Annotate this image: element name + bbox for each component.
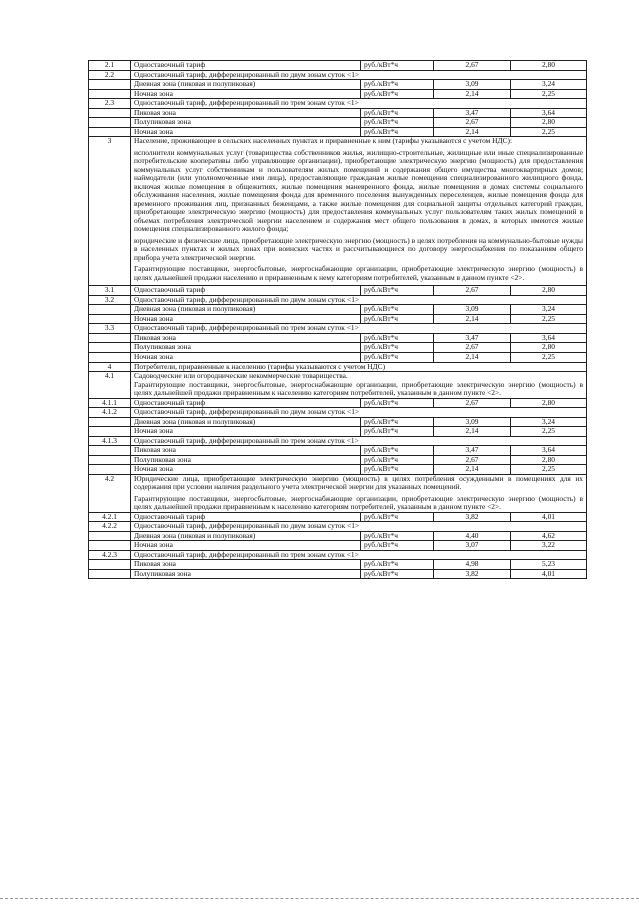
section-3-intro: Население, проживающее в сельских населенных пунктах и приравненные к ним (тарифы указываются с учетом НДС): <box>134 136 513 146</box>
tariff-row <box>89 560 587 570</box>
tariff-label: Одноставочный тариф <box>131 398 361 408</box>
tariff-value-period-2: 2,25 <box>511 465 587 475</box>
row-number: 4.2.3 <box>89 550 131 560</box>
section-4-2-suppliers-note: Гарантирующие поставщики, энергосбытовые, энергоснабжающие организации, приобретающие электрическую энергию (мощность) в целях дальнейшей продажи приравненным к населению категориям потребителей, указанным в данном пункте <2>. <box>134 493 583 512</box>
tariff-label: Ночная зона <box>131 427 361 437</box>
tariff-value-period-2: 3,24 <box>511 417 587 427</box>
tariff-row <box>89 118 587 128</box>
tariff-unit: руб./кВт*ч <box>361 455 434 465</box>
tariff-value-period-2: 2,25 <box>511 352 587 362</box>
tariff-row <box>89 352 587 362</box>
section-4-row <box>89 362 587 372</box>
row-number: 2.3 <box>89 99 131 109</box>
tariff-value-period-1: 2,14 <box>434 352 511 362</box>
tariff-heading-row <box>89 70 587 80</box>
tariff-rows-section-4-2 <box>89 512 587 579</box>
section-3-description <box>131 137 587 286</box>
tariff-heading-row <box>89 522 587 532</box>
tariff-value-period-2: 2,80 <box>511 343 587 353</box>
tariff-unit: руб./кВт*ч <box>361 80 434 90</box>
tariff-label: Полупиковая зона <box>131 118 361 128</box>
section-4-number: 4 <box>89 362 131 372</box>
section-4-1-intro: Садоводческие или огороднические некоммерческие товарищества. <box>134 371 348 381</box>
tariff-value-period-1: 3,82 <box>434 569 511 579</box>
section-4-2-row <box>89 474 587 512</box>
tariff-value-period-1: 2,67 <box>434 398 511 408</box>
tariff-unit: руб./кВт*ч <box>361 343 434 353</box>
tariff-unit: руб./кВт*ч <box>361 427 434 437</box>
tariff-value-period-2: 2,80 <box>511 398 587 408</box>
tariff-row <box>89 108 587 118</box>
tariff-value-period-2: 3,64 <box>511 333 587 343</box>
row-number: 3.3 <box>89 324 131 334</box>
tariff-unit: руб./кВт*ч <box>361 89 434 99</box>
section-4-2-description <box>131 474 587 512</box>
tariff-heading: Одноставочный тариф, дифференцированный по двум зонам суток <1> <box>131 295 587 305</box>
row-number <box>89 455 131 465</box>
row-number <box>89 80 131 90</box>
row-number <box>89 560 131 570</box>
tariff-unit: руб./кВт*ч <box>361 465 434 475</box>
tariff-label: Одноставочный тариф <box>131 286 361 296</box>
tariff-value-period-1: 3,07 <box>434 541 511 551</box>
tariff-label: Одноставочный тариф <box>131 512 361 522</box>
section-3-utility-providers: исполнители коммунальных услуг (товарищества собственников жилья, жилищно-строительные, жилищные или иные специализированные потребительские кооперативы либо управляющие организации), приобретающие электрическую энергию (мощность) для предоставления коммунальных услуг собственникам и пользователям жилых помещений и содержания общего имущества многоквартирных домов; наймодатели (или уполномоченные ими лица), предоставляющие гражданам жилые помещения специализированного жилищного фонда, включая жилые помещения в общежитиях, жилые помещения маневренного фонда, жилые помещения в домах системы социального обслуживания населения, жилые помещения фонда для временного поселения вынужденных переселенцев, жилые помещения фонда для временного проживания лиц, признанных беженцами, а также жилые помещения для социальной защиты отдельных категорий граждан, приобретающие электрическую энергию (мощность) для предоставления коммунальных услуг пользователям таких жилых помещений в объемах потребления электрической энергии населением и содержания мест общего пользования в домах, в которых имеются жилые помещения специализированного жилого фонда; <box>134 147 583 234</box>
tariff-row <box>89 455 587 465</box>
row-number: 4.1.3 <box>89 436 131 446</box>
tariff-value-period-2: 2,25 <box>511 89 587 99</box>
tariff-value-period-2: 4,01 <box>511 569 587 579</box>
tariff-unit: руб./кВт*ч <box>361 569 434 579</box>
tariff-value-period-1: 4,98 <box>434 560 511 570</box>
tariff-label: Дневная зона (пиковая и полупиковая) <box>131 305 361 315</box>
section-4-2-block <box>89 474 587 512</box>
tariff-rows-section-2 <box>89 61 587 137</box>
row-number: 3.1 <box>89 286 131 296</box>
tariff-label: Ночная зона <box>131 352 361 362</box>
row-number <box>89 417 131 427</box>
tariff-label: Ночная зона <box>131 89 361 99</box>
row-number <box>89 569 131 579</box>
tariff-label: Дневная зона (пиковая и полупиковая) <box>131 531 361 541</box>
row-number <box>89 127 131 137</box>
row-number <box>89 541 131 551</box>
tariff-heading: Одноставочный тариф, дифференцированный по трем зонам суток <1> <box>131 324 587 334</box>
row-number: 4.2.1 <box>89 512 131 522</box>
section-4-1-suppliers-note: Гарантирующие поставщики, энергосбытовые, энергоснабжающие организации, приобретающие электрическую энергию (мощность) в целях дальнейшей продажи приравненным к населению категориям потребителей, указанным в данном пункте <2>. <box>134 379 583 398</box>
tariff-value-period-2: 2,80 <box>511 118 587 128</box>
tariff-row <box>89 446 587 456</box>
section-3-row <box>89 137 587 286</box>
tariff-heading-row <box>89 295 587 305</box>
row-number <box>89 446 131 456</box>
row-number <box>89 118 131 128</box>
tariff-value-period-2: 2,25 <box>511 427 587 437</box>
tariff-value-period-1: 3,82 <box>434 512 511 522</box>
tariff-unit: руб./кВт*ч <box>361 398 434 408</box>
tariff-row <box>89 541 587 551</box>
tariff-unit: руб./кВт*ч <box>361 127 434 137</box>
tariff-label: Пиковая зона <box>131 108 361 118</box>
tariff-value-period-1: 2,14 <box>434 127 511 137</box>
row-number: 3.2 <box>89 295 131 305</box>
row-number <box>89 314 131 324</box>
tariff-value-period-1: 3,09 <box>434 417 511 427</box>
section-4-1-row <box>89 372 587 399</box>
tariff-heading-row <box>89 324 587 334</box>
tariff-value-period-1: 2,14 <box>434 427 511 437</box>
tariff-rows-section-4-1 <box>89 398 587 474</box>
tariff-unit: руб./кВт*ч <box>361 512 434 522</box>
tariff-value-period-1: 2,67 <box>434 343 511 353</box>
tariff-label: Пиковая зона <box>131 446 361 456</box>
tariff-value-period-2: 5,23 <box>511 560 587 570</box>
tariff-label: Ночная зона <box>131 541 361 551</box>
tariff-value-period-2: 2,80 <box>511 286 587 296</box>
tariff-row <box>89 343 587 353</box>
tariff-label: Полупиковая зона <box>131 569 361 579</box>
row-number <box>89 531 131 541</box>
tariff-row <box>89 286 587 296</box>
tariff-value-period-2: 4,01 <box>511 512 587 522</box>
section-3-suppliers-note: Гарантирующие поставщики, энергосбытовые, энергоснабжающие организации, приобретающие электрическую энергию (мощность) в целях дальнейшей продажи населению и приравненным к нему категориям потребителей, указанным в данном пункте <2>. <box>134 264 583 282</box>
tariff-row <box>89 305 587 315</box>
section-4-1-number: 4.1 <box>89 372 131 399</box>
row-number: 2.2 <box>89 70 131 80</box>
tariff-row <box>89 531 587 541</box>
tariff-label: Полупиковая зона <box>131 343 361 353</box>
scan-edge-line <box>0 898 639 899</box>
row-number <box>89 465 131 475</box>
tariff-value-period-1: 2,67 <box>434 286 511 296</box>
section-3-legal-entities: юридические и физические лица, приобретающие электрическую энергию (мощность) в целях потребления на коммунально-бытовые нужды в населенных пунктах и жилых зонах при воинских частях и рассчитывающиеся по договору энергоснабжения по показаниям общего прибора учета электрической энергии. <box>134 235 583 262</box>
tariff-value-period-1: 2,67 <box>434 118 511 128</box>
tariff-row <box>89 465 587 475</box>
row-number: 4.1.2 <box>89 408 131 418</box>
tariff-label: Пиковая зона <box>131 560 361 570</box>
tariff-heading: Одноставочный тариф, дифференцированный по двум зонам суток <1> <box>131 70 587 80</box>
row-number <box>89 89 131 99</box>
tariff-value-period-2: 3,24 <box>511 80 587 90</box>
row-number <box>89 108 131 118</box>
row-number: 4.1.1 <box>89 398 131 408</box>
tariff-heading: Одноставочный тариф, дифференцированный по трем зонам суток <1> <box>131 436 587 446</box>
tariff-row <box>89 333 587 343</box>
tariff-row <box>89 61 587 71</box>
tariff-row <box>89 512 587 522</box>
tariff-value-period-1: 3,09 <box>434 80 511 90</box>
tariff-value-period-1: 2,14 <box>434 314 511 324</box>
tariff-unit: руб./кВт*ч <box>361 118 434 128</box>
row-number <box>89 333 131 343</box>
tariff-label: Одноставочный тариф <box>131 61 361 71</box>
tariff-value-period-2: 2,80 <box>511 61 587 71</box>
tariff-unit: руб./кВт*ч <box>361 417 434 427</box>
tariff-value-period-2: 2,25 <box>511 314 587 324</box>
tariff-value-period-1: 2,67 <box>434 61 511 71</box>
row-number <box>89 352 131 362</box>
tariff-unit: руб./кВт*ч <box>361 531 434 541</box>
tariff-value-period-1: 3,47 <box>434 108 511 118</box>
row-number: 4.2.2 <box>89 522 131 532</box>
tariff-value-period-1: 3,47 <box>434 333 511 343</box>
tariff-label: Дневная зона (пиковая и полупиковая) <box>131 80 361 90</box>
tariff-row <box>89 89 587 99</box>
tariff-value-period-2: 3,64 <box>511 108 587 118</box>
tariff-value-period-2: 3,22 <box>511 541 587 551</box>
section-4-2-number: 4.2 <box>89 474 131 512</box>
tariff-value-period-2: 4,62 <box>511 531 587 541</box>
section-4-block <box>89 362 587 398</box>
tariff-value-period-1: 3,09 <box>434 305 511 315</box>
tariff-unit: руб./кВт*ч <box>361 541 434 551</box>
tariff-unit: руб./кВт*ч <box>361 560 434 570</box>
tariff-row <box>89 398 587 408</box>
row-number <box>89 427 131 437</box>
tariff-row <box>89 127 587 137</box>
tariff-value-period-1: 3,47 <box>434 446 511 456</box>
section-4-title: Потребители, приравненные к населению (тарифы указываются с учетом НДС) <box>131 362 587 372</box>
tariff-unit: руб./кВт*ч <box>361 446 434 456</box>
tariff-row <box>89 417 587 427</box>
tariff-value-period-2: 3,64 <box>511 446 587 456</box>
tariff-value-period-2: 2,80 <box>511 455 587 465</box>
row-number <box>89 305 131 315</box>
section-3-number: 3 <box>89 137 131 286</box>
tariff-heading: Одноставочный тариф, дифференцированный по трем зонам суток <1> <box>131 99 587 109</box>
tariff-label: Ночная зона <box>131 127 361 137</box>
tariff-value-period-1: 2,14 <box>434 465 511 475</box>
tariff-unit: руб./кВт*ч <box>361 352 434 362</box>
tariff-label: Полупиковая зона <box>131 455 361 465</box>
section-3-block <box>89 137 587 286</box>
tariff-label: Пиковая зона <box>131 333 361 343</box>
tariff-rows-section-3 <box>89 286 587 362</box>
tariff-unit: руб./кВт*ч <box>361 333 434 343</box>
row-number: 2.1 <box>89 61 131 71</box>
tariff-value-period-1: 4,40 <box>434 531 511 541</box>
tariff-unit: руб./кВт*ч <box>361 108 434 118</box>
tariff-value-period-1: 2,67 <box>434 455 511 465</box>
tariff-heading-row <box>89 436 587 446</box>
row-number <box>89 343 131 353</box>
tariff-heading: Одноставочный тариф, дифференцированный по трем зонам суток <1> <box>131 550 587 560</box>
tariff-value-period-1: 2,14 <box>434 89 511 99</box>
tariff-value-period-2: 3,24 <box>511 305 587 315</box>
tariff-row <box>89 80 587 90</box>
tariff-label: Ночная зона <box>131 314 361 324</box>
tariff-value-period-2: 2,25 <box>511 127 587 137</box>
tariff-row <box>89 314 587 324</box>
tariff-label: Ночная зона <box>131 465 361 475</box>
tariff-unit: руб./кВт*ч <box>361 61 434 71</box>
tariff-unit: руб./кВт*ч <box>361 314 434 324</box>
tariff-heading-row <box>89 550 587 560</box>
section-4-1-description <box>131 372 587 399</box>
tariff-row <box>89 427 587 437</box>
tariff-unit: руб./кВт*ч <box>361 305 434 315</box>
tariff-table <box>88 60 587 579</box>
tariff-heading-row <box>89 99 587 109</box>
tariff-row <box>89 569 587 579</box>
tariff-heading: Одноставочный тариф, дифференцированный по двум зонам суток <1> <box>131 522 587 532</box>
tariff-heading-row <box>89 408 587 418</box>
tariff-label: Дневная зона (пиковая и полупиковая) <box>131 417 361 427</box>
tariff-heading: Одноставочный тариф, дифференцированный по двум зонам суток <1> <box>131 408 587 418</box>
section-4-2-intro: Юридические лица, приобретающие электрическую энергию (мощность) в целях потребления осужденными в помещениях для их содержания при условии наличия раздельного учета электрической энергии для указанных помещений. <box>134 474 583 492</box>
tariff-unit: руб./кВт*ч <box>361 286 434 296</box>
